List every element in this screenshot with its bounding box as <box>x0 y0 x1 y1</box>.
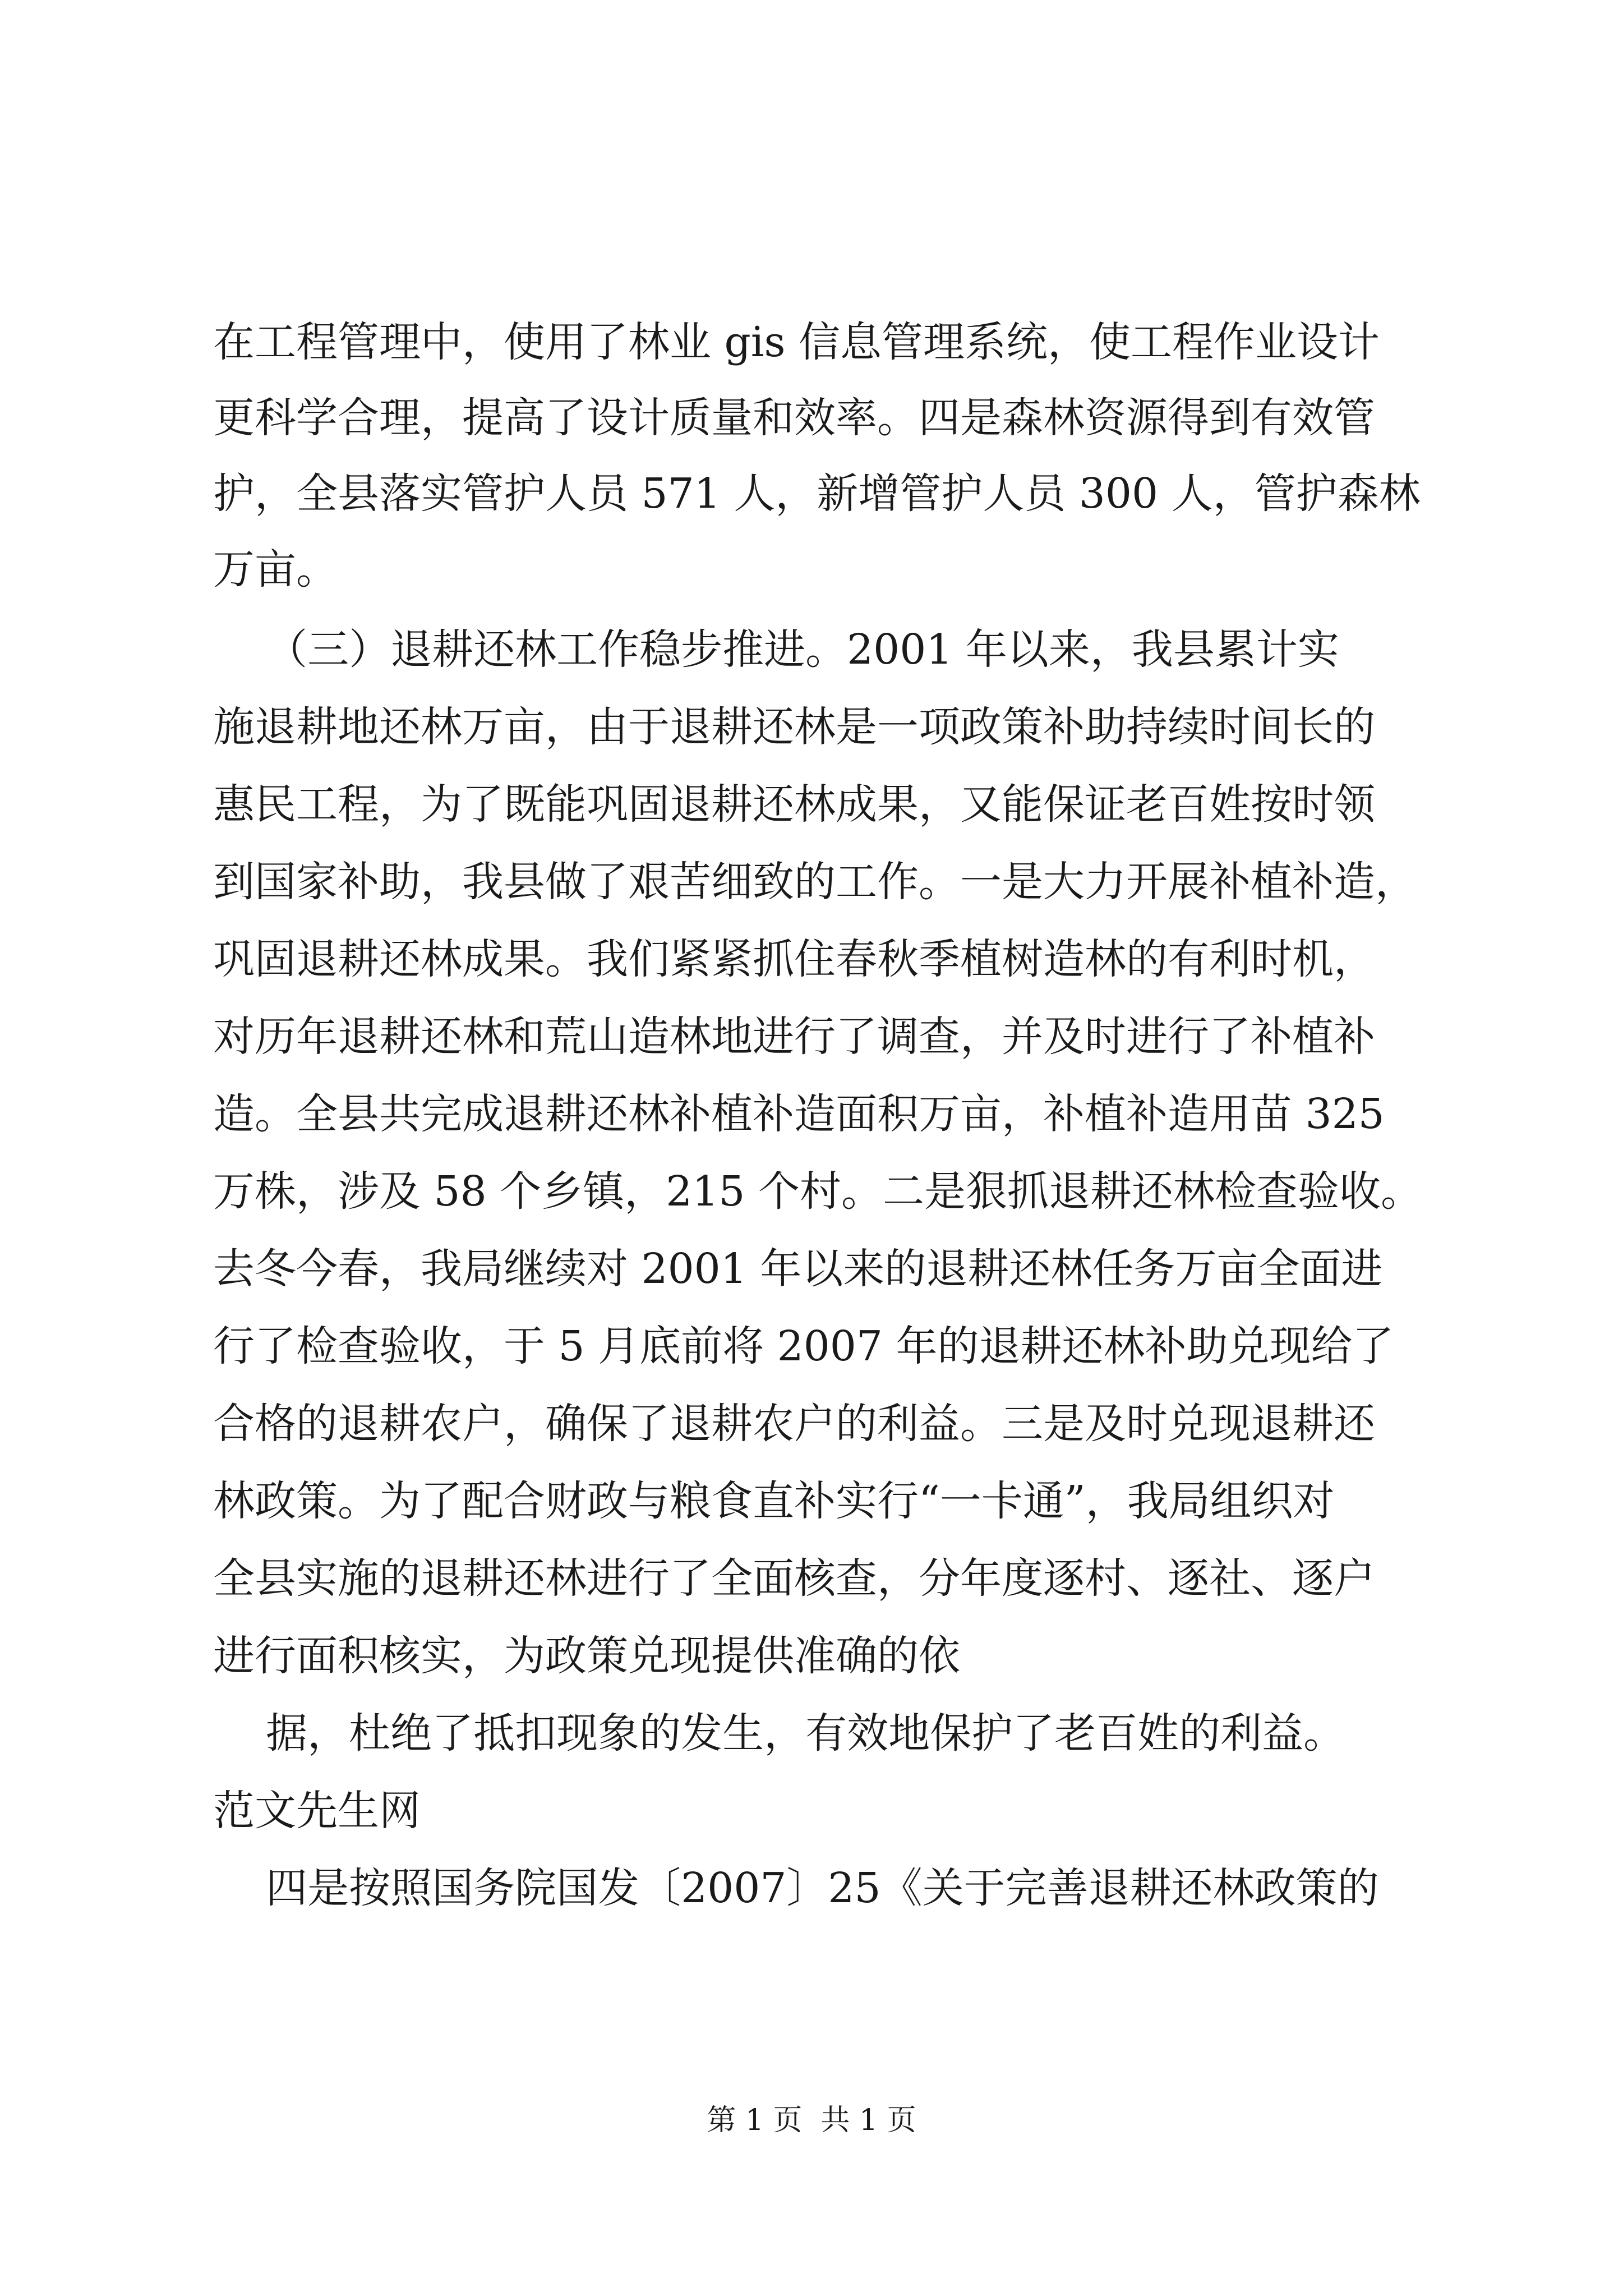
text-line: 护，全县落实管护人员 571 人，新增管护人员 300 人，管护森林 <box>213 470 1421 518</box>
page-number-footer: 第 1 页 共 1 页 <box>707 2104 916 2137</box>
text-line: 对历年退耕还林和荒山造林地进行了调查，并及时进行了补植补 <box>213 1013 1375 1061</box>
text-line: 合格的退耕农户，确保了退耕农户的利益。三是及时兑现退耕还 <box>213 1400 1375 1448</box>
text-line: 据，杜绝了抵扣现象的发生，有效地保护了老百姓的利益。 <box>213 1709 1345 1757</box>
text-line: 惠民工程，为了既能巩固退耕还林成果，又能保证老百姓按时领 <box>213 780 1375 829</box>
text-line: 施退耕地还林万亩，由于退耕还林是一项政策补助持续时间长的 <box>213 703 1375 751</box>
text-line: （三）退耕还林工作稳步推进。2001 年以来，我县累计实 <box>213 625 1339 674</box>
text-line: 全县实施的退耕还林进行了全面核查，分年度逐村、逐社、逐户 <box>213 1554 1375 1603</box>
text-line: 林政策。为了配合财政与粮食直补实行“一卡通”，我局组织对 <box>213 1477 1335 1525</box>
text-line: 在工程管理中，使用了林业 gis 信息管理系统，使工程作业设计 <box>213 318 1380 366</box>
text-line: 范文先生网 <box>213 1787 421 1835</box>
text-line: 到国家补助，我县做了艰苦细致的工作。一是大力开展补植补造， <box>213 858 1417 906</box>
text-line: 进行面积核实，为政策兑现提供准确的依 <box>213 1632 960 1680</box>
text-line: 造。全县共完成退耕还林补植补造面积万亩，补植补造用苗 325 <box>213 1090 1385 1138</box>
text-line: 行了检查验收，于 5 月底前将 2007 年的退耕还林补助兑现给了 <box>213 1322 1394 1370</box>
text-line: 四是按照国务院国发〔2007〕25《关于完善退耕还林政策的 <box>213 1864 1379 1912</box>
text-line: 巩固退耕还林成果。我们紧紧抓住春秋季植树造林的有利时机， <box>213 935 1375 983</box>
text-line: 万亩。 <box>213 545 338 593</box>
text-line: 去冬今春，我局继续对 2001 年以来的退耕还林任务万亩全面进 <box>213 1245 1383 1293</box>
text-line: 更科学合理，提高了设计质量和效率。四是森林资源得到有效管 <box>213 394 1375 442</box>
text-line: 万株，涉及 58 个乡镇，215 个村。二是狠抓退耕还林检查验收。 <box>213 1167 1422 1216</box>
